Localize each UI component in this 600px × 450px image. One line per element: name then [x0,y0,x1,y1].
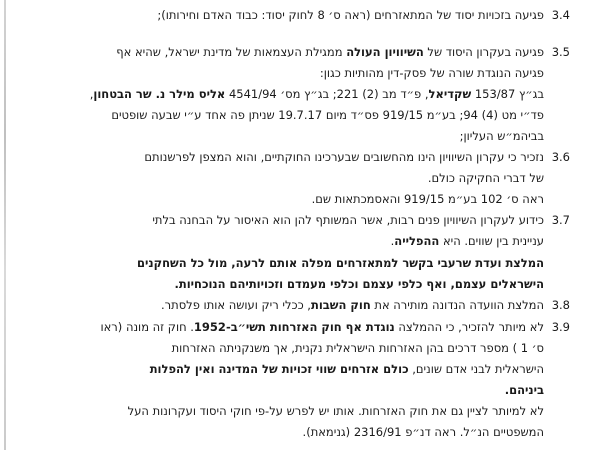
section-3-9-line-3: הישראלית לבני אדם שונים, כולם אזרחים שווי זכויות של המדינה ואין להפלות [149,362,544,376]
section-3-6-line-3: ראה ס׳ 102 בע״מ 919/15 והאסמכתאות שם. [311,192,544,206]
section-3-9-line-2: ס׳ 1 ) מספר דרכים בהן האזרחות הישראלית נקנית, אך משנקניתה האזרחות [171,341,544,355]
section-number-3-4: 3.4 [551,8,570,22]
section-3-7-line-3: המלצת ועדת שרעבי בקשר למתאזרחים מפלה אותם לרעה, מול כל השחקנים [137,256,544,270]
section-3-8-line-1: המלצת הוועדה הנדונה מותירה את חוק השבות, ככלי ריק ועושה אותו פלסתר. [161,298,544,312]
section-3-9-line-6: המשפטיים הנ״ל. ראה דנ״פ 2316/91 (גנימאת). [302,425,544,439]
section-3-5-line-1: פגיעה בעקרון היסוד של השיוויון העולה ממגילת העצמאות של מדינת ישראל, שהיא אף [116,45,544,59]
section-3-9-line-5: לא למיותר לציין גם את חוק האזרחות. אותו יש לפרש על-פי חוקי היסוד ועקרונות העל [127,404,544,418]
section-3-6-line-1: נזכיר כי עקרון השיוויון הינו מהחשובים שבערכינו החוקתיים, והוא המצפן לפרשנותם [144,150,544,164]
section-3-7-line-2: עניינית בין שווים. היא ההפלייה. [390,234,544,248]
section-3-9-line-4: ביניהם. [504,383,544,397]
section-3-5-line-4: פד״י מט (4) 94; בע״מ 919/15 פס״ד מיום 19.7.17 שניתן פה אחד ע״י שבעה שופטים [111,108,544,122]
section-number-3-9: 3.9 [551,320,570,334]
section-number-3-8: 3.8 [551,298,570,312]
section-3-5-line-5: בביהמ״ש העליון; [459,129,544,143]
section-3-6-line-2: של דברי החקיקה כולם. [427,171,544,185]
section-number-3-5: 3.5 [551,45,570,59]
section-3-9-line-1: לא מיותר להזכיר, כי ההמלצה נוגדת אף חוק האזרחות תשי״ב-1952. חוק זה מונה (ראו [100,320,544,334]
section-number-3-6: 3.6 [551,150,570,164]
section-3-4-line-1: פגיעה בזכויות יסוד של המתאזרחים (ראה ס׳ 8 לחוק יסוד: כבוד האדם וחירותו); [157,8,544,22]
section-3-5-line-3: בג״ץ 153/87 שקדיאל, פ״ד מב (2) 221; בג״ץ מס׳ 4541/94 אליס מילר נ. שר הבטחון, [89,87,544,101]
section-3-7-line-4: הישראלים עצמם, ואף כלפי עצמם וכלפי מעמדם וזכויותיהם הנוכחיות. [174,277,544,291]
section-3-7-line-1: כידוע לעקרון השיוויון פנים רבות, אשר המשותף להן הוא האיסור על הבחנה בלתי [152,213,544,227]
section-number-3-7: 3.7 [551,213,570,227]
section-3-5-line-2: פגיעה הנוגדת שורה של פסק-דין מהותיות כגון: [319,66,544,80]
